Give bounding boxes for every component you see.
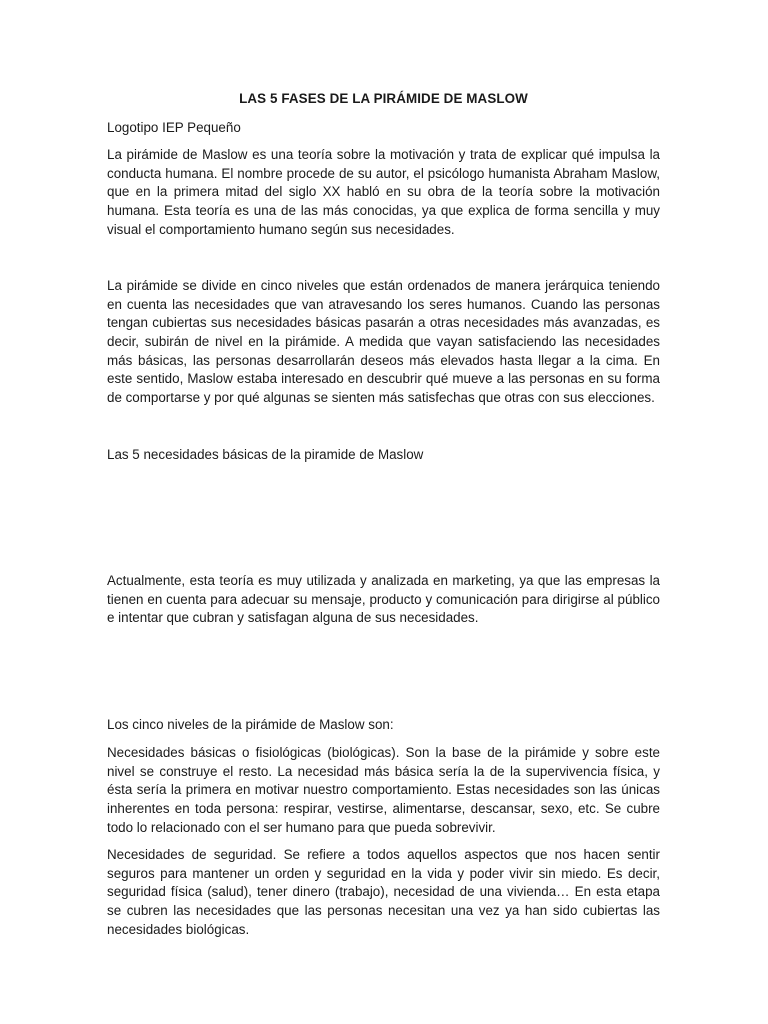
logo-caption: Logotipo IEP Pequeño [107, 119, 241, 135]
document-page [107, 90, 660, 939]
paragraph-physiological: Necesidades básicas o fisiológicas (biológicas). Son la base de la pirámide y sobre este nivel se construye el resto. La necesidad más básica sería la de la supervivencia física, y ésta sería la primera en motivar nuestro comportamiento. Estas necesidades son las únicas inherentes en toda persona: respirar, vestirse, alimentarse, descansar, sexo, etc. Se cubre todo lo relacionado con el ser humano para que pueda sobrevivir. [107, 745, 660, 835]
section-heading-needs: Las 5 necesidades básicas de la piramide de Maslow [107, 447, 424, 463]
paragraph-safety: Necesidades de seguridad. Se refiere a todos aquellos aspectos que nos hacen sentir seguros para mantener un orden y seguridad en la vida y poder vivir sin miedo. Es decir, seguridad física (salud), tener dinero (trabajo), necesidad de una vivienda… En esta etapa se cubren las necesidades que las personas necesitan una vez ya han sido cubiertas las necesidades biológicas. [107, 847, 660, 937]
document-title: LAS 5 FASES DE LA PIRÁMIDE DE MASLOW [239, 91, 528, 106]
paragraph-levels: La pirámide se divide en cinco niveles que están ordenados de manera jerárquica teniendo en cuenta las necesidades que van atravesando los seres humanos. Cuando las personas tengan cubiertas sus necesidades básicas pasarán a otras necesidades más avanzadas, es decir, subirán de nivel en la pirámide. A medida que vayan satisfaciendo las necesidades más básicas, las personas desarrollarán deseos más elevados hasta llegar a la cima. En este sentido, Maslow estaba interesado en descubrir qué mueve a las personas en su forma de comportarse y por qué algunas se sienten más satisfechas que otras con sus elecciones. [107, 278, 660, 405]
paragraph-intro: La pirámide de Maslow es una teoría sobre la motivación y trata de explicar qué impulsa la conducta humana. El nombre procede de su autor, el psicólogo humanista Abraham Maslow, que en la primera mitad del siglo XX habló en su obra de la teoría sobre la motivación humana. Esta teoría es una de las más conocidas, ya que explica de forma sencilla y muy visual el comportamiento humano según sus necesidades. [107, 147, 660, 237]
paragraph-marketing: Actualmente, esta teoría es muy utilizada y analizada en marketing, ya que las empresas la tienen en cuenta para adecuar su mensaje, producto y comunicación para dirigirse al público e intentar que cubran y satisfagan alguna de sus necesidades. [107, 572, 660, 626]
section-heading-five-levels: Los cinco niveles de la pirámide de Maslow son: [107, 716, 394, 732]
